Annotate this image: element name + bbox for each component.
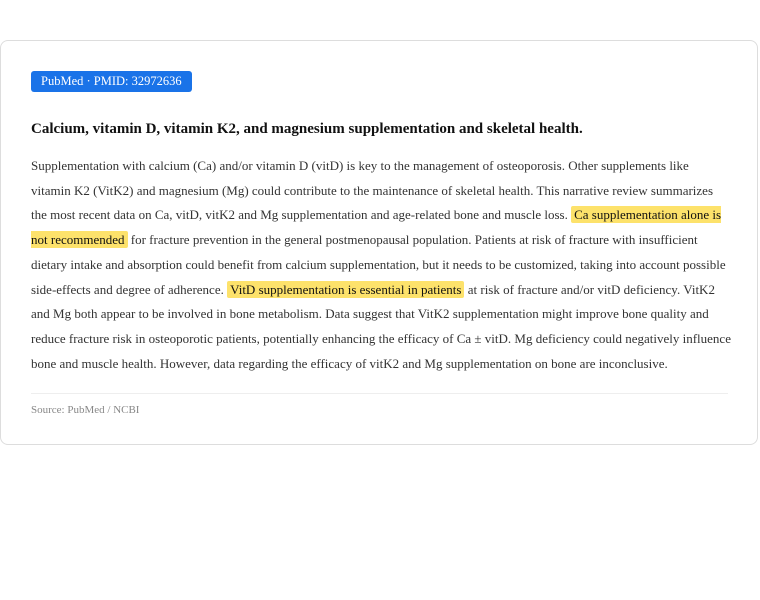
divider [31, 393, 728, 394]
abstract-segment: Supplementation with calcium (Ca) and/or vitamin D (vitD) is key to the management of osteoporosis. Other supplements like vitamin K2 (VitK2) and magnesium (Mg) could contribute to the maintenance of skeletal health. This narrative review summarizes the most recent data on Ca, vitD, vitK2 and Mg supplementation and age-related bone and muscle loss. [31, 158, 713, 223]
source-badge: PubMed · PMID: 32972636 [31, 71, 192, 92]
highlight-vitd-recommendation: VitD supplementation is essential in patients [227, 281, 464, 298]
article-card [0, 40, 758, 445]
abstract-segment: for fracture prevention in the general postmenopausal population. Patients at risk of fracture with insufficient dietary intake and absorption could benefit from calcium supplementation, but it needs to be customized, taking into account possible side-effects and degree of adherence. [31, 232, 726, 297]
highlight-ca-recommendation: Ca supplementation alone is not recommended [31, 207, 722, 248]
article-title: Calcium, vitamin D, vitamin K2, and magnesium supplementation and skeletal health. [31, 121, 583, 137]
abstract-segment: at risk of fracture and/or vitD deficiency. VitK2 and Mg both appear to be involved in bone metabolism. Data suggest that VitK2 supplementation might improve bone quality and reduce fracture risk in osteoporotic patients, potentially enhancing the efficacy of Ca ± vitD. Mg deficiency could negatively influence bone and muscle health. However, data regarding the efficacy of vitK2 and Mg supplementation on bone are inconclusive. [31, 281, 731, 371]
source-attribution: Source: PubMed / NCBI [31, 404, 140, 416]
abstract-text [31, 154, 731, 376]
